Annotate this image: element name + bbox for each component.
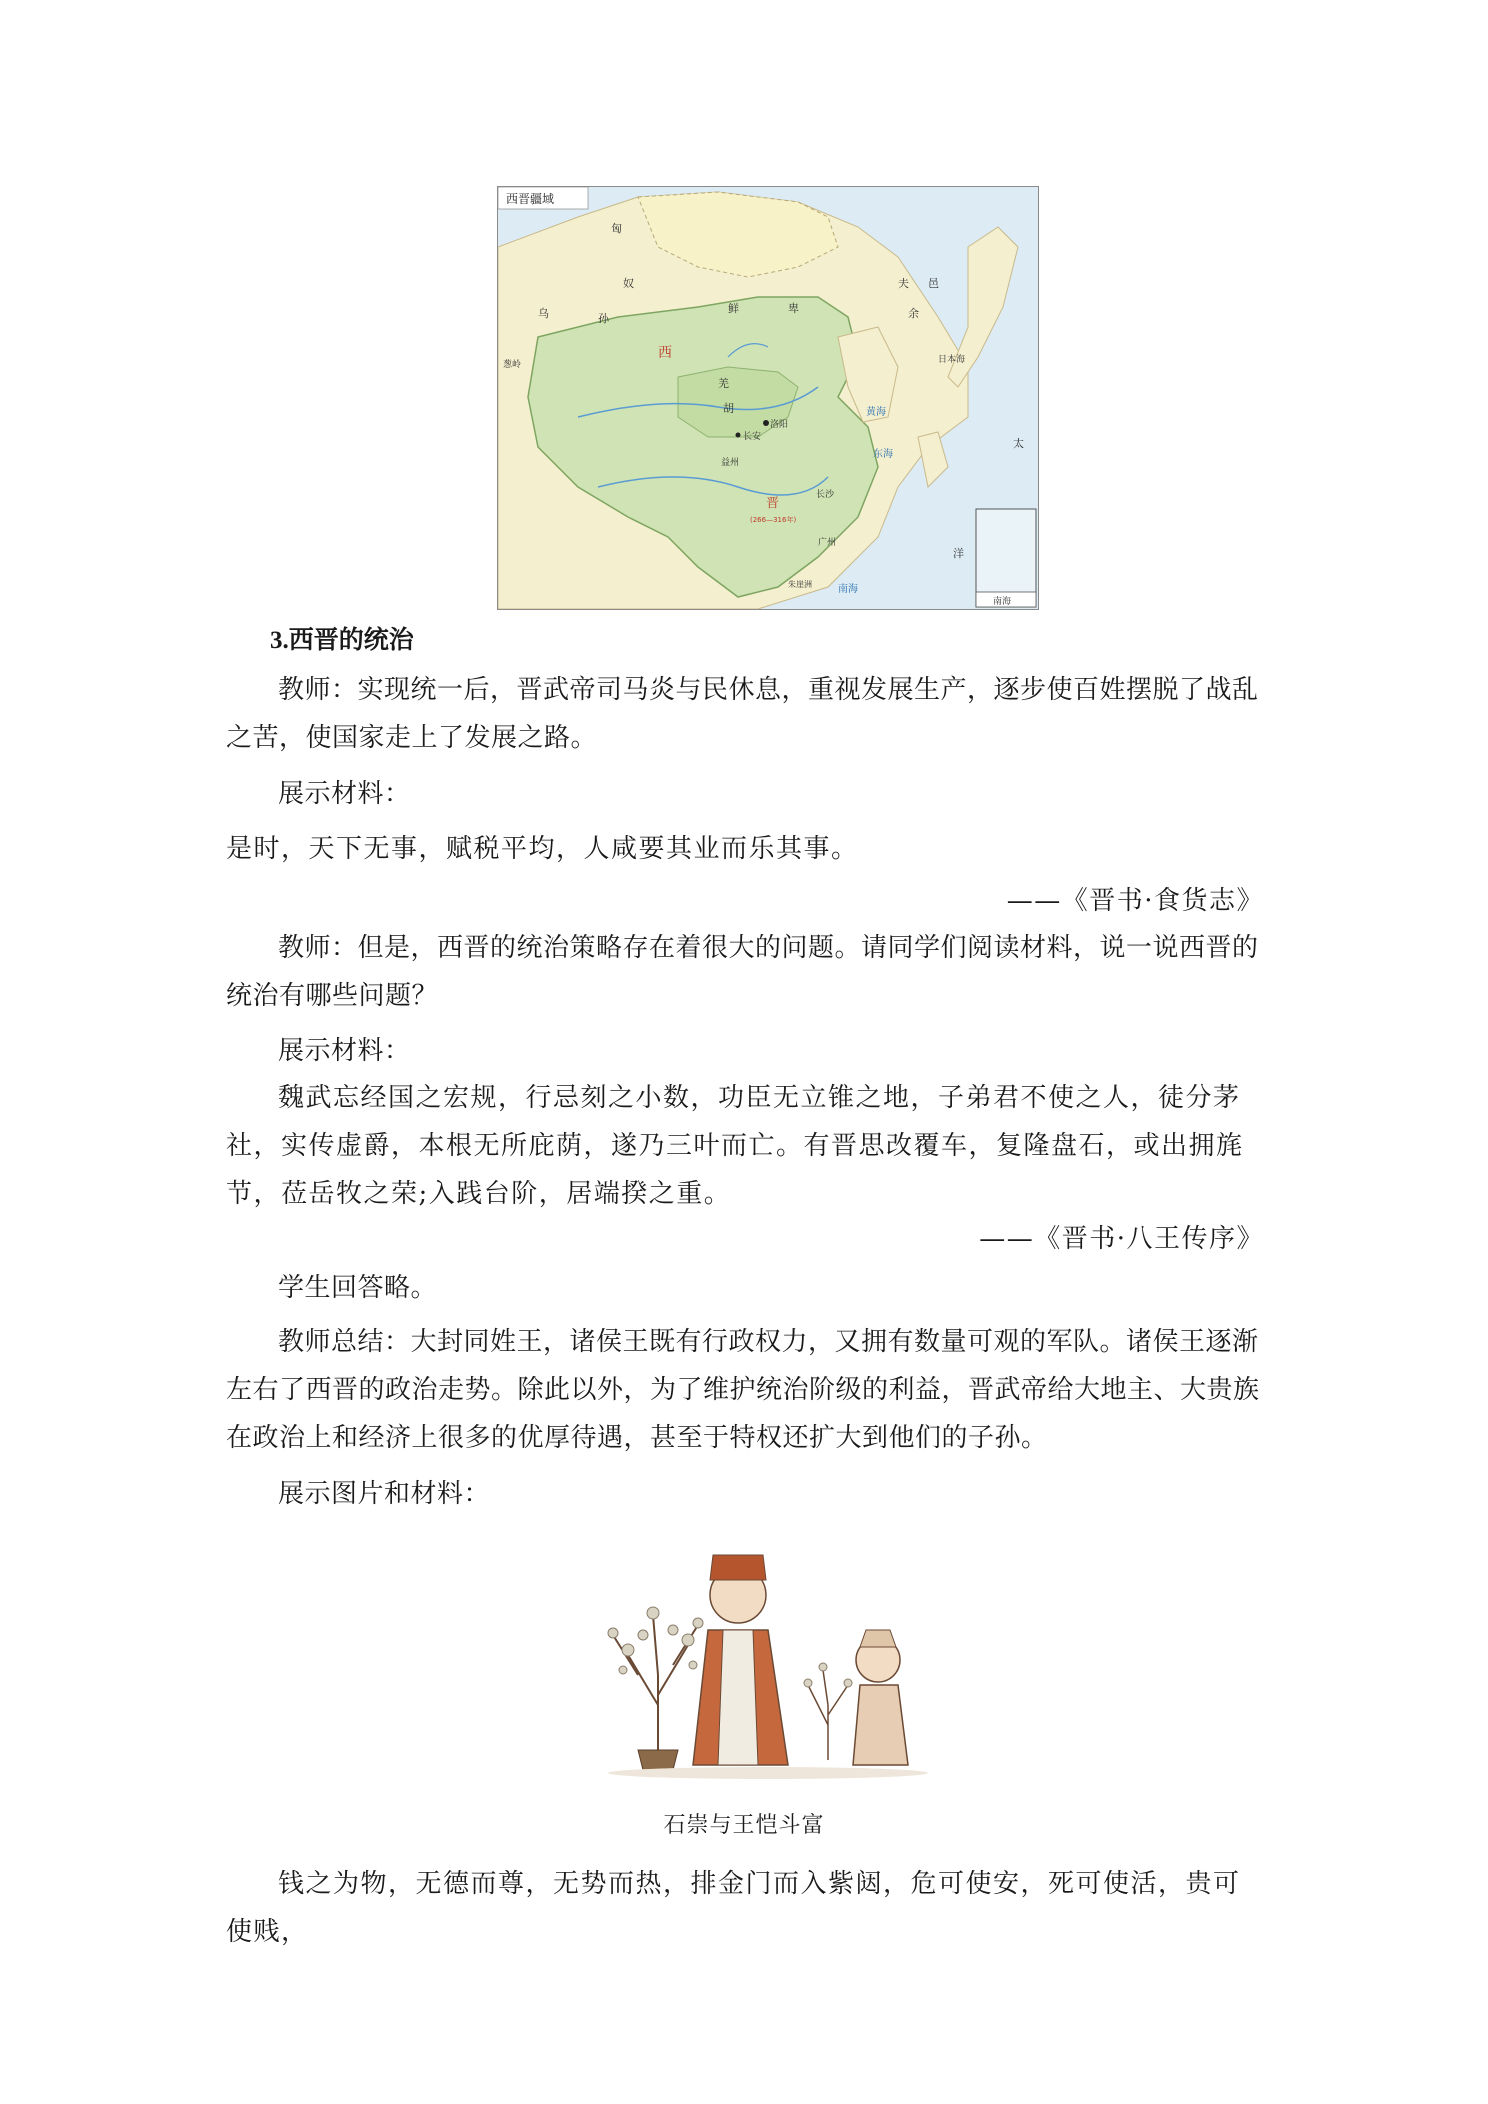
map-label-tai: 太 [1013,437,1024,450]
shichong-wangkai-illustration [598,1535,938,1785]
map-label-nanhai: 南海 [838,584,858,595]
map-label-fuyu-1: 夫 [898,277,909,290]
map-label-xiongnu-1: 匈 [611,222,622,235]
show-picture-label: 展示图片和材料： [278,1479,491,1508]
map-label-guangzhou: 广州 [818,538,837,548]
quote-qianshenlun: 钱之为物，无德而尊，无势而热，排金门而入紫闼，危可使安，死可使活，贵可使贱， [226,1869,1241,1947]
quote-shihuozhi: 是时，天下无事，赋税平均，人咸要其业而乐其事。 [226,834,859,864]
map-label-qiang: 羌 [718,377,729,390]
map-label-congling: 葱岭 [503,360,522,370]
map-label-yang: 洋 [953,547,964,560]
source-bawangzhuan: ——《晋书·八王传序》 [979,1224,1264,1254]
map-label-zhuyazhou: 朱崖洲 [788,580,812,589]
map-title: 西晋疆域 [506,192,555,206]
map-label-fuyu-2: 邑 [928,277,939,290]
source-shihuozhi: ——《晋书·食货志》 [1006,886,1264,916]
map-label-huanghai: 黄海 [866,407,886,418]
map-label-changan: 长安 [743,432,762,442]
map-label-xianbei-1: 鲜 [728,302,739,315]
student-answer-note: 学生回答略。 [278,1273,438,1302]
map-label-hu: 胡 [723,402,734,415]
map-label-ribenhai: 日本海 [938,355,966,365]
map-label-wusun-1: 乌 [538,307,549,320]
quote-bawangzhuan: 魏武忘经国之宏规，行忌刻之小数，功臣无立锥之地，子弟君不使之人，徒分茅社，实传虚爵，本根无所庇荫，遂乃三叶而亡。有晋思改覆车，复隆盘石，或出拥旄节，莅岳牧之荣;入践台阶，居端揆之重。 [226,1083,1244,1209]
map-label-xi: 西 [658,345,672,361]
map-label-wusun-2: 孙 [598,312,609,325]
map-label-luoyang: 洛阳 [770,420,789,430]
map-label-xiongnu-2: 奴 [623,277,634,290]
map-label-yizhou: 益州 [721,458,740,468]
map-label-fuyu-3: 余 [908,307,919,320]
changan-marker [736,433,741,438]
map-label-donghai: 东海 [873,449,893,460]
western-jin-territory-map [497,186,1039,610]
teacher-paragraph-1: 教师：实现统一后，晋武帝司马炎与民休息，重视发展生产，逐步使百姓摆脱了战乱之苦，使国家走上了发展之路。 [226,675,1259,752]
teacher-summary: 教师总结：大封同姓王，诸侯王既有行政权力，又拥有数量可观的军队。诸侯王逐渐左右了西晋的政治走势。除此以外，为了维护统治阶级的利益，晋武帝给大地主、大贵族在政治上和经济上很多的优厚待遇，甚至于特权还扩大到他们的子孙。 [226,1327,1260,1452]
illustration-caption: 石崇与王恺斗富 [663,1813,825,1838]
map-inset-label-nanhai: 南海 [993,597,1012,607]
map-label-xianbei-2: 卑 [788,302,799,315]
section-heading: 3.西晋的统治 [270,627,414,654]
show-material-label-2: 展示材料： [278,1036,411,1065]
map-label-years: (266—316年) [750,516,797,524]
show-material-label-1: 展示材料： [278,779,411,808]
luoyang-marker [763,420,769,426]
map-label-changsha: 长沙 [816,490,835,500]
teacher-paragraph-2: 教师：但是，西晋的统治策略存在着很大的问题。请同学们阅读材料，说一说西晋的统治有哪些问题？ [226,933,1259,1010]
map-label-jin: 晋 [766,496,780,511]
